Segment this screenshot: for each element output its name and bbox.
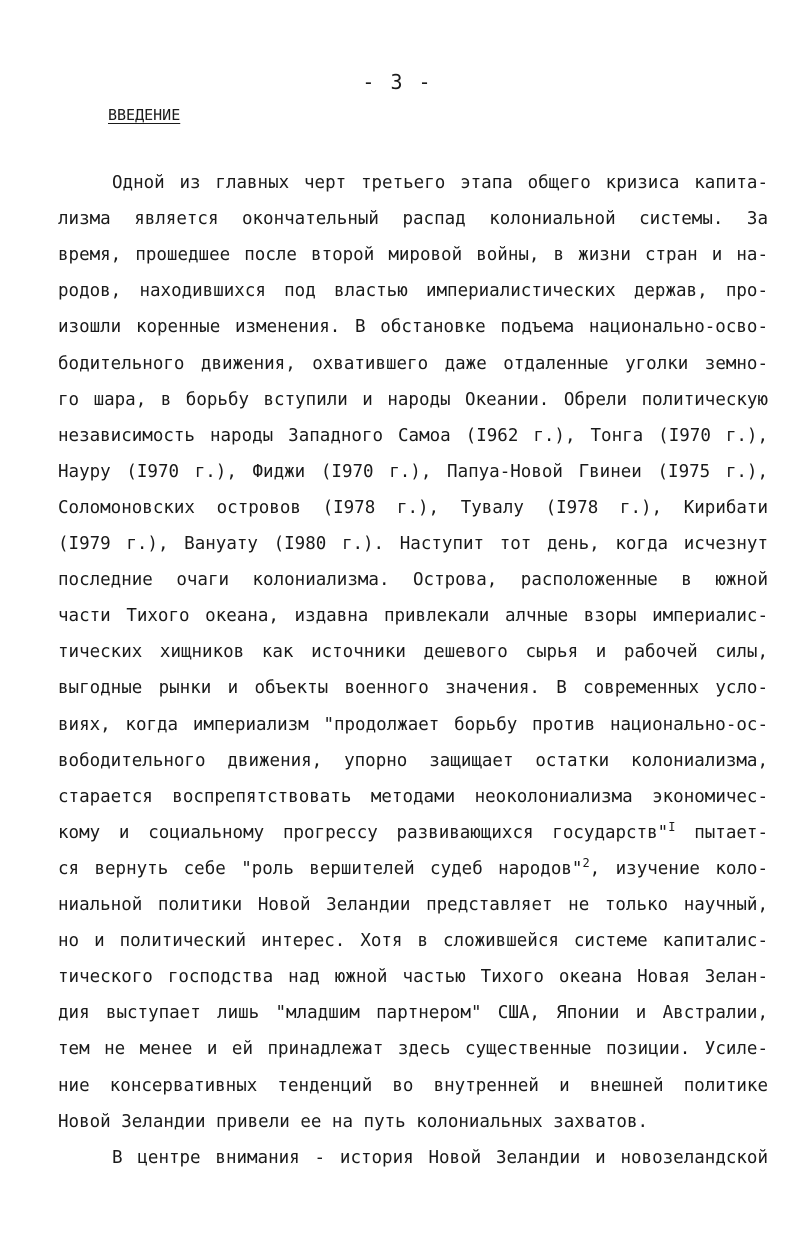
text-line-content: старается воспрепятствовать методами неоколониализма экономичес-	[58, 787, 768, 807]
text-line-content: Соломоновских островов (I978 г.), Тувалу (I978 г.), Кирибати	[58, 498, 768, 518]
text-line	[58, 822, 768, 844]
text-line-content: родов, находившихся под властью империалистических держав, про-	[58, 281, 768, 301]
text-line	[112, 1147, 768, 1169]
text-line-content: Науру (I970 г.), Фиджи (I970 г.), Папуа-Новой Гвинеи (I975 г.),	[58, 462, 768, 482]
text-line-content: (I979 г.), Вануату (I980 г.). Наступит тот день, когда исчезнут	[58, 534, 768, 554]
text-line-content: вободительного движения, упорно защищает остатки колониализма,	[58, 751, 768, 771]
text-line-content: выгодные рынки и объекты военного значения. В современных усло-	[58, 678, 768, 698]
text-line	[58, 930, 768, 952]
text-line-content: тического господства над южной частью Тихого океана Новая Зелан-	[58, 967, 768, 987]
text-line	[58, 894, 768, 916]
text-line-content: но и политический интерес. Хотя в сложившейся системе капиталис-	[58, 931, 768, 951]
text-line-content: время, прошедшее после второй мировой войны, в жизни стран и на-	[58, 245, 768, 265]
text-line	[58, 714, 768, 736]
footnote-marker: 2	[582, 856, 590, 871]
text-line	[112, 172, 768, 194]
text-line	[58, 677, 768, 699]
text-line	[58, 605, 768, 627]
text-line	[58, 569, 768, 591]
text-line	[58, 425, 768, 447]
text-line	[58, 353, 768, 375]
text-line-content: ние консервативных тенденций во внутренней и внешней политике	[58, 1076, 768, 1096]
text-line-content: ся вернуть себе "роль вершителей судеб народов"	[58, 859, 583, 879]
text-line	[58, 497, 768, 519]
text-line-content: изошли коренные изменения. В обстановке подъема национально-осво-	[58, 317, 768, 337]
text-line-content: В центре внимания - история Новой Зеландии и новозеландской	[112, 1148, 768, 1168]
text-line-content: тем не менее и ей принадлежат здесь существенные позиции. Усиле-	[58, 1039, 768, 1059]
text-line	[58, 244, 768, 266]
text-line-content: кому и социальному прогрессу развивающихся государств"	[58, 823, 669, 843]
text-line-content: дия выступает лишь "младшим партнером" США, Японии и Австралии,	[58, 1003, 768, 1023]
text-line	[58, 389, 768, 411]
footnote-marker: I	[668, 820, 676, 835]
text-line-content: последние очаги колониализма. Острова, расположенные в южной	[58, 570, 768, 590]
text-line-content: го шара, в борьбу вступили и народы Океании. Обрели политическую	[58, 390, 768, 410]
text-line	[58, 641, 768, 663]
text-line	[58, 1038, 768, 1060]
text-line	[58, 280, 768, 302]
text-line-continuation: пытает-	[675, 823, 768, 843]
text-line-content: виях, когда империализм "продолжает борьбу против национально-ос-	[58, 715, 768, 735]
text-line	[58, 533, 768, 555]
page-number: - 3 -	[362, 70, 433, 94]
text-line	[58, 461, 768, 483]
text-line-content: лизма является окончательный распад колониальной системы. За	[58, 209, 768, 229]
text-line-content: бодительного движения, охватившего даже отдаленные уголки земно-	[58, 354, 768, 374]
text-line-content: ниальной политики Новой Зеландии представляет не только научный,	[58, 895, 768, 915]
text-line-content: независимость народы Западного Самоа (I962 г.), Тонга (I970 г.),	[58, 426, 768, 446]
section-heading: ВВЕДЕНИЕ	[108, 106, 181, 124]
text-line-content: тических хищников как источники дешевого сырья и рабочей силы,	[58, 642, 768, 662]
text-line	[58, 750, 768, 772]
text-line-continuation: , изучение коло-	[589, 859, 768, 879]
text-line	[58, 1002, 768, 1024]
text-line-content: Одной из главных черт третьего этапа общего кризиса капита-	[112, 173, 768, 193]
text-line	[58, 966, 768, 988]
text-line-content: Новой Зеландии привели ее на путь колониальных захватов.	[58, 1112, 649, 1132]
text-line	[58, 1075, 768, 1097]
text-line-content: части Тихого океана, издавна привлекали алчные взоры империалис-	[58, 606, 768, 626]
text-line	[58, 858, 768, 880]
text-line	[58, 208, 768, 230]
text-line	[58, 786, 768, 808]
text-line	[58, 1111, 768, 1133]
text-line	[58, 316, 768, 338]
